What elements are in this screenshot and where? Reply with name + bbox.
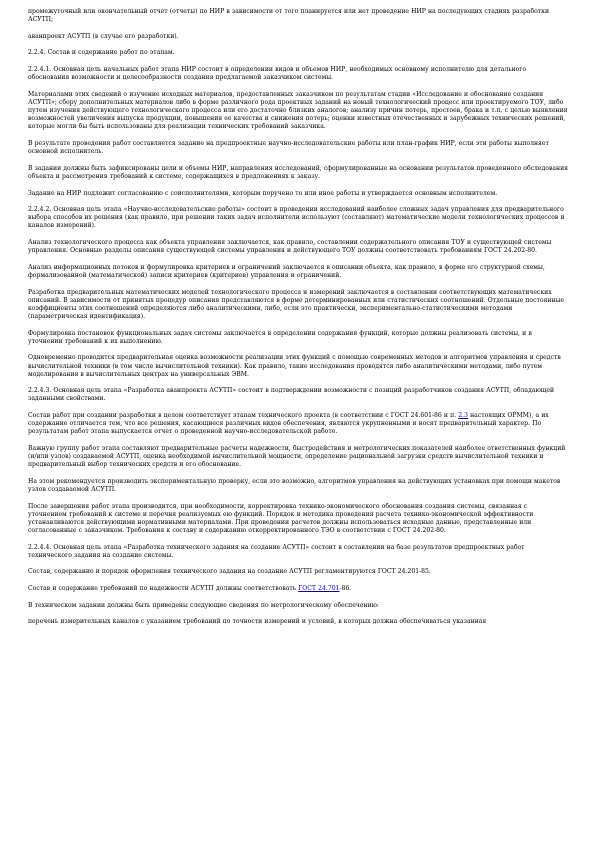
paragraph: В результате проведения работ составляется задание на предпроектные научно-исследовательские работы или план-график НИР, если эти работы выполняет основной исполнитель. (28, 140, 549, 156)
paragraph: Анализ информационных потоков и формулировка критериев и ограничений заключается в описании объекта, как правило, в форме его структурной схемы, формализованной (математической) записи критериев (критериев) управления и ограничений. (28, 263, 545, 279)
section-link[interactable]: 2.3 (458, 412, 468, 420)
paragraph: Состав, содержание и порядок оформления технического задания на создание АСУТП регламентируются ГОСТ 24.201-85. (28, 568, 431, 576)
paragraph: После завершения работ этапа производится, при необходимости, корректировка технико-экономического обоснования создания системы, связанная с уточнением требований к системе и перечня реализуемых ею функций. Порядок и методика проведения расчета технико-экономической эффективности устанавливаются действующими нормативными материалами. При проведении расчетов должны использоваться исходные данные, представленные или согласованные с заказчиком. Требования к составу и содержанию откорректированного ТЭО в соответствии с ГОСТ 24.202-80. (28, 502, 534, 534)
gost-link[interactable]: ГОСТ 24.701 (298, 585, 340, 593)
section-heading: 2.2.4. Состав и содержание работ по этапам. (28, 49, 175, 57)
paragraph-text: -86. (339, 585, 352, 593)
paragraph: В техническом задании должны быть приведены следующие сведения по метрологическому обеспечению: (28, 601, 379, 609)
paragraph: промежуточный или окончательный отчет (отчеты) по НИР в зависимости от того планируется или нет проведение НИР на последующих стадиях разработки АСУТП; (28, 8, 550, 24)
paragraph-text: Состав и содержание требований по надежности АСУТП должны соответствовать (28, 585, 299, 593)
paragraph: Формулировка постановок функциональных задач системы заключается в определении содержания функций, которые должны реализовать системы, и в уточнении требований к их выполнению. (28, 329, 532, 345)
paragraph: На этом рекомендуется производить экспериментальную проверку, если это возможно, алгоритмов управления на действующих установках при помощи макетов узлов создаваемой АСУТП. (28, 477, 561, 493)
paragraph: аванпроект АСУТП (в случае его разработки). (28, 32, 179, 40)
paragraph: 2.2.4.1. Основная цель начальных работ этапа НИР состоит в определении видов и объемов НИР, необходимых основному исполнителю для детального обоснования возможности и целесообразности создания предлагаемой заказчиком системы. (28, 66, 527, 82)
paragraph-text: Состав работ при создании разработки в целом соответствует этапам технического проекта (в соответствии с ГОСТ 24.601-86 и п. (28, 412, 459, 420)
paragraph: Важную группу работ этапа составляют предварительные расчеты надежности, быстродействия и метрологических показателей наиболее ответственных функций (и/или узлов) создаваемой АСУТП, оценка необходимой вычислительной мощности, определение рациональной загрузки средств вычислительной техники и предварительный выбор технических средств и его обоснование. (28, 444, 566, 469)
paragraph: Материалами этих сведений о изучение исходных материалов, предоставленных заказчиком по результатам стадии «Исследование и обоснование создания АСУТП»; сбору дополнительных материалов либо в форме различного рода проектных заданий на новый технологический процесс или проектируемого ТОУ, либо путем изучения действующего технологического процесса или его достаточно близких аналогов; анализу причин потерь, простоев, брака и т.п. с целью выявления возможностей увеличения выпуска продукции, повышения ее качества и снижения потерь; оценки известных отечественных и зарубежных технических решений, которые могли бы быть использованы для реализации технических требований заказчика. (28, 90, 568, 131)
paragraph: Одновременно проводится предварительная оценка возможности реализации этих функций с помощью современных методов и алгоритмов управления и средств вычислительной техники (в том числе вычислительной техники). Как правило, такие исследования проводятся либо аналитическими методами, либо путем моделирования в вычислительных центрах на универсальных ЭВМ. (28, 354, 561, 378)
paragraph: 2.2.4.4. Основная цель этапа «Разработка технического задания на создание АСУТП» состоит в составлении на базе результатов предпроектных работ технического задания на создание системы. (28, 543, 525, 559)
paragraph-text: настоящих ОРММ), а их содержание отличается тем, что все решения, касающиеся различных видов обеспечения, являются укрупненными и носят предварительный характер. По результатам работ этапа выпускается отчет о проведенной научно-исследовательской работе. (28, 412, 549, 436)
paragraph: перечень измерительных каналов с указанием требований по точности измерений и условий, в которых должна обеспечиваться указанная (28, 618, 487, 626)
paragraph: Разработка предварительных математических моделей технологического процесса и измерений заключается в составлении соответствующих математических описаний. В зависимости от принятых процедур описания представляются в форме детерминированных или статистических соотношений. Отдельные постоянные коэффициенты этих соотношений определяются либо аналитическими, либо, если это практически, экспериментально-статистическими методами (параметрическая идентификация). (28, 288, 564, 320)
paragraph: 2.2.4.2. Основная цель этапа «Научно-исследовательские работы» состоит в проведении исследований наиболее сложных задач управления для предварительного выбора способов их решения (как правило, при решении таких задач исполнители используют (составляют) математические модели технологических процессов и каналов измерений). (28, 206, 565, 230)
paragraph: 2.2.4.3. Основная цель этапа «Разработка аванпроекта АСУТП» состоит в подтверждении возможности с позиций разработчиков создания АСУТП, обладающей заданными свойствами. (28, 387, 555, 403)
paragraph: Анализ технологического процесса как объекта управления заключается, как правило, составлении содержательного описания ТОУ и существующей системы управления. Основные разделы описания существующей системы управления и действующего ТОУ должны соответствовать требованиям ГОСТ 24.202-80. (28, 239, 552, 255)
paragraph: Задание на НИР подлежит согласованию с соисполнителями, которым поручено то или иное работы и утверждается основным исполнителем. (28, 189, 498, 197)
paragraph (28, 585, 568, 593)
paragraph: В задании должны быть зафиксированы цели и объемы НИР, направления исследований, сформулированные на основании результатов проведенного обследования объекта и рассмотрения требований к системе, содержащихся в предложениях к заказу. (28, 164, 568, 180)
paragraph (28, 412, 568, 436)
